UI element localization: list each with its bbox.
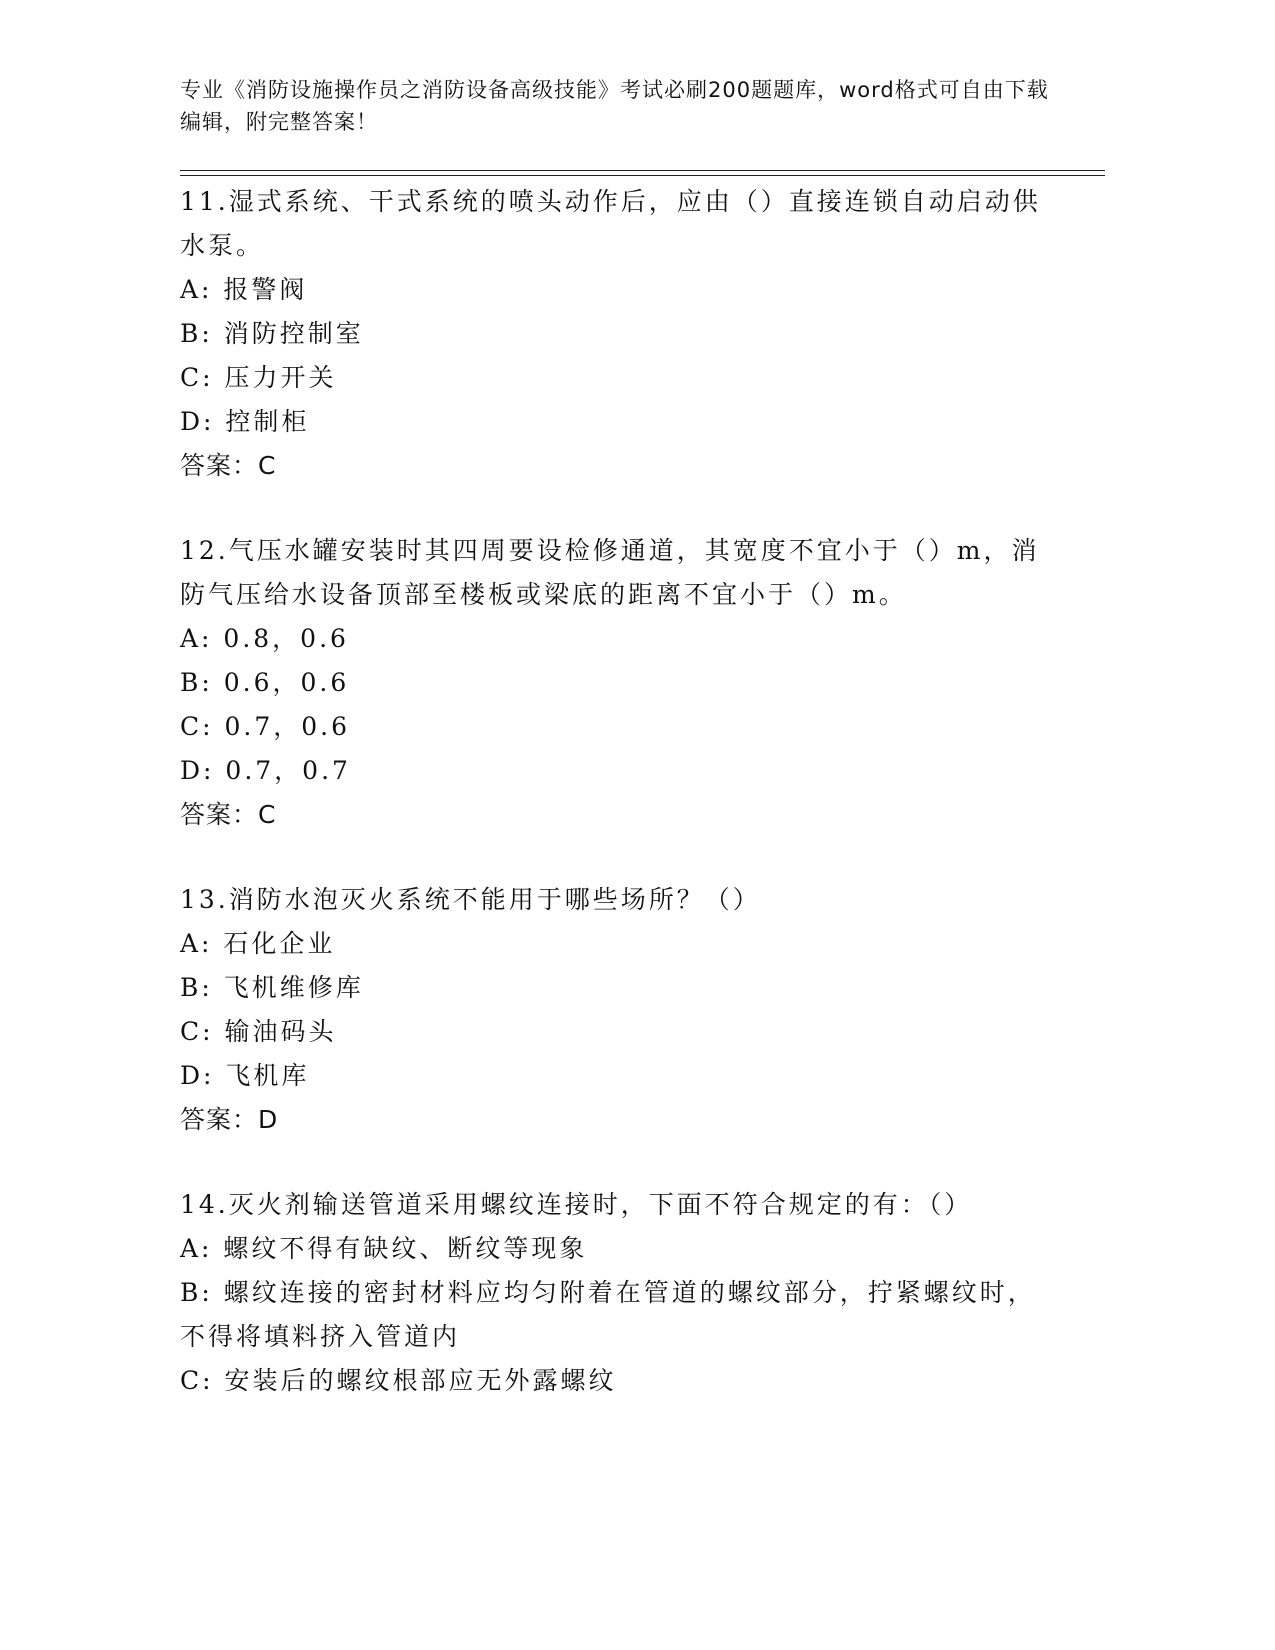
question-stem: 13.消防水泡灭火系统不能用于哪些场所？（） bbox=[180, 885, 761, 914]
option-a: A: 报警阀 bbox=[180, 275, 308, 304]
option-d: D: 0.7，0.7 bbox=[180, 756, 351, 785]
answer-line: 答案：C bbox=[180, 800, 277, 829]
question-stem: 14.灭火剂输送管道采用螺纹连接时，下面不符合规定的有：（） bbox=[180, 1190, 973, 1219]
question-13 bbox=[180, 878, 1060, 1142]
option-b: B: 螺纹连接的密封材料应均匀附着在管道的螺纹部分，拧紧螺纹时，不得将填料挤入管道内 bbox=[180, 1278, 1036, 1351]
option-b: B: 0.6，0.6 bbox=[180, 668, 350, 697]
option-c: C: 安装后的螺纹根部应无外露螺纹 bbox=[180, 1366, 617, 1395]
option-c: C: 压力开关 bbox=[180, 363, 337, 392]
header-divider-bottom bbox=[180, 175, 1105, 176]
header-divider-top bbox=[180, 170, 1105, 171]
option-d: D: 飞机库 bbox=[180, 1061, 310, 1090]
option-a: A: 石化企业 bbox=[180, 929, 336, 958]
answer-line: 答案：D bbox=[180, 1105, 279, 1134]
option-c: C: 输油码头 bbox=[180, 1017, 337, 1046]
question-14 bbox=[180, 1183, 1060, 1403]
question-12 bbox=[180, 529, 1060, 837]
document-header: 专业《消防设施操作员之消防设备高级技能》考试必刷200题题库，word格式可自由下载编辑，附完整答案！ bbox=[180, 78, 1049, 134]
question-stem: 12.气压水罐安装时其四周要设检修通道，其宽度不宜小于（）m，消防气压给水设备顶部至楼板或梁底的距离不宜小于（）m。 bbox=[180, 536, 1040, 609]
question-11 bbox=[180, 180, 1060, 488]
option-d: D: 控制柜 bbox=[180, 407, 310, 436]
option-c: C: 0.7，0.6 bbox=[180, 712, 351, 741]
option-b: B: 消防控制室 bbox=[180, 319, 364, 348]
option-b: B: 飞机维修库 bbox=[180, 973, 364, 1002]
question-stem: 11.湿式系统、干式系统的喷头动作后，应由（）直接连锁自动启动供水泵。 bbox=[180, 187, 1041, 260]
answer-line: 答案：C bbox=[180, 451, 277, 480]
option-a: A: 0.8，0.6 bbox=[180, 624, 349, 653]
option-a: A: 螺纹不得有缺纹、断纹等现象 bbox=[180, 1234, 588, 1263]
